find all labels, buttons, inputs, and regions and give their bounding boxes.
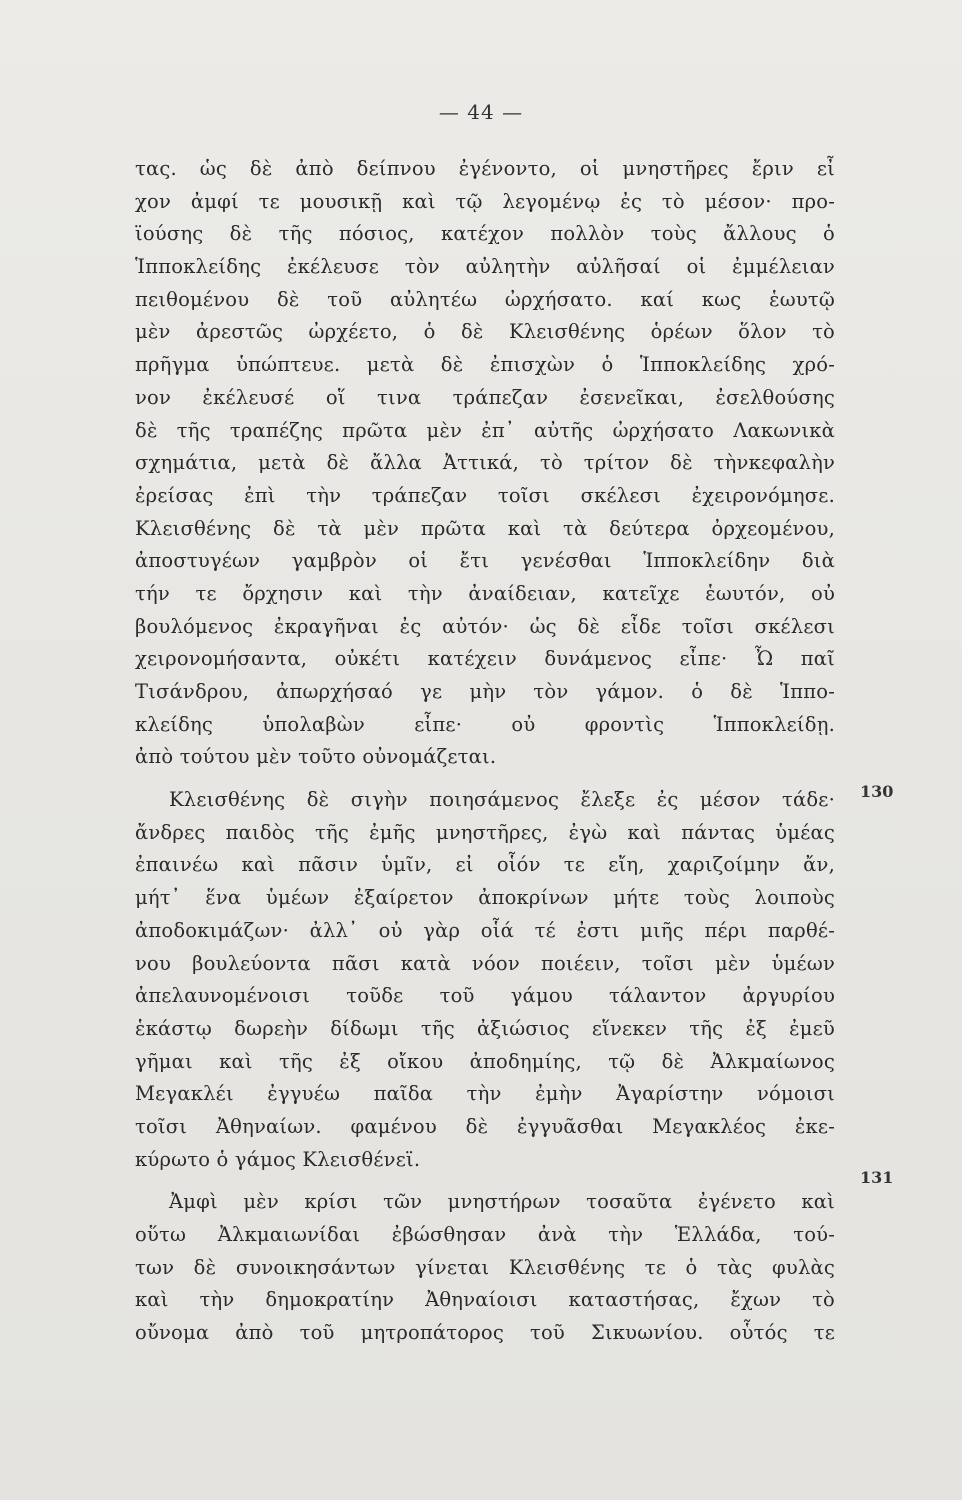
text-line: χον ἀμφί τε μουσικῇ καὶ τῷ λεγομένῳ ἐς τὸ μέσον· προ- — [135, 189, 835, 213]
text-line: Ἱπποκλείδης ἐκέλευσε τὸν αὐλητὴν αὐλῆσαί οἱ ἐμμέλειαν — [135, 255, 835, 279]
text-line: Τισάνδρου, ἀπωρχήσαό γε μὴν τὸν γάμον. ὁ δὲ Ἱππο- — [135, 680, 835, 703]
text-line: νον ἐκέλευσέ οἵ τινα τράπεζαν ἐσενεῖκαι, ἐσελθούσης — [135, 385, 835, 409]
text-line: ἄνδρες παιδὸς τῆς ἐμῆς μνηστῆρες, ἐγὼ καὶ πάντας ὑμέας — [135, 820, 835, 844]
text-line: πειθομένου δὲ τοῦ αὐλητέω ὠρχήσατο. καί κως ἑωυτῷ — [135, 287, 835, 311]
text-line: Μεγακλέι ἐγγυέω παῖδα τὴν ἐμὴν Ἀγαρίστην νόμοισι — [135, 1082, 835, 1106]
text-line: νου βουλεύοντα πᾶσι κατὰ νόον ποιέειν, τοῖσι μὲν ὑμέων — [135, 951, 835, 975]
text-line: πρῆγμα ὑπώπτευε. μετὰ δὲ ἐπισχὼν ὁ Ἱπποκλείδης χρό- — [135, 353, 835, 377]
text-line: ἐρείσας ἐπὶ τὴν τράπεζαν τοῖσι σκέλεσι ἐχειρονόμησε. — [135, 483, 835, 507]
text-line: ἀποστυγέων γαμβρὸν οἱ ἔτι γενέσθαι Ἱπποκλείδην διὰ — [135, 549, 835, 573]
text-line: δὲ τῆς τραπέζης πρῶτα μὲν ἐπ᾽ αὐτῆς ὠρχήσατο Λακωνικὰ — [135, 418, 835, 442]
text-line: κλείδης ὑπολαβὼν εἶπε· οὐ φροντὶς Ἱπποκλείδῃ. — [135, 712, 835, 736]
text-line: οὔνομα ἀπὸ τοῦ μητροπάτορος τοῦ Σικυωνίου. οὗτός τε — [135, 1321, 835, 1345]
text-line: Κλεισθένης δὲ σιγὴν ποιησάμενος ἔλεξε ἐς μέσον τάδε· — [169, 788, 835, 812]
text-line: ἀποδοκιμάζων· ἀλλ᾽ οὐ γὰρ οἷά τέ ἐστι μιῆς πέρι παρθέ- — [135, 918, 835, 942]
text-line: γῆμαι καὶ τῆς ἐξ οἴκου ἀποδημίης, τῷ δὲ Ἀλκμαίωνος — [135, 1049, 835, 1073]
text-line: σχημάτια, μετὰ δὲ ἄλλα Ἀττικά, τὸ τρίτον δὲ τὴνκεφαλὴν — [135, 451, 835, 475]
text-line: ἀπὸ τούτου μὲν τοῦτο οὐνομάζεται. — [135, 745, 497, 769]
text-line: Κλεισθένης δὲ τὰ μὲν πρῶτα καὶ τὰ δεύτερα ὀρχεομένου, — [135, 516, 835, 540]
text-line: ἀπελαυνομένοισι τοῦδε τοῦ γάμου τάλαντον ἀργυρίου — [135, 984, 835, 1008]
text-line: χειρονομήσαντα, οὐκέτι κατέχειν δυνάμενος εἶπε· Ὦ παῖ — [135, 647, 835, 671]
text-line: βουλόμενος ἐκραγῆναι ἐς αὐτόν· ὡς δὲ εἶδε τοῖσι σκέλεσι — [135, 614, 835, 638]
text-line: οὕτω Ἀλκμαιωνίδαι ἐβώσθησαν ἀνὰ τὴν Ἑλλάδα, τού- — [135, 1223, 835, 1246]
margin-section-number: 131 — [860, 1168, 894, 1187]
text-line: τήν τε ὄρχησιν καὶ τὴν ἀναίδειαν, κατεῖχε ἑωυτόν, οὐ — [135, 581, 835, 605]
text-line: τας. ὡς δὲ ἀπὸ δείπνου ἐγένοντο, οἱ μνηστῆρες ἔριν εἶ — [135, 157, 835, 180]
paragraph-3 — [135, 1186, 835, 1349]
text-line: μήτ᾽ ἕνα ὑμέων ἐξαίρετον ἀποκρίνων μήτε τοὺς λοιποὺς — [135, 886, 835, 910]
text-line: ϊούσης δὲ τῆς πόσιος, κατέχον πολλὸν τοὺς ἄλλους ὁ — [135, 222, 835, 246]
text-line: μὲν ἀρεστῶς ὠρχέετο, ὁ δὲ Κλεισθένης ὁρέων ὅλον τὸ — [135, 320, 835, 344]
text-line: τοῖσι Ἀθηναίων. φαμένου δὲ ἐγγυᾶσθαι Μεγακλέος ἐκε- — [135, 1114, 835, 1138]
text-line: Ἀμφὶ μὲν κρίσι τῶν μνηστήρων τοσαῦτα ἐγένετο καὶ — [169, 1190, 835, 1214]
text-line: κύρωτο ὁ γάμος Κλεισθένεϊ. — [135, 1147, 421, 1171]
paragraph-2 — [135, 784, 835, 1176]
paragraph-1 — [135, 153, 835, 774]
text-line: ἑκάστῳ δωρεὴν δίδωμι τῆς ἀξιώσιος εἵνεκεν τῆς ἐξ ἐμεῦ — [135, 1016, 835, 1040]
text-line: ἐπαινέω καὶ πᾶσιν ὑμῖν, εἰ οἷόν τε εἴη, χαριζοίμην ἄν, — [135, 853, 835, 877]
text-body — [135, 153, 835, 1350]
text-line: των δὲ συνοικησάντων γίνεται Κλεισθένης τε ὁ τὰς φυλὰς — [135, 1255, 835, 1279]
margin-section-number: 130 — [860, 782, 894, 801]
text-line: καὶ τὴν δημοκρατίην Ἀθηναίοισι καταστήσας, ἔχων τὸ — [135, 1288, 835, 1312]
page-number: — 44 — — [438, 100, 524, 124]
